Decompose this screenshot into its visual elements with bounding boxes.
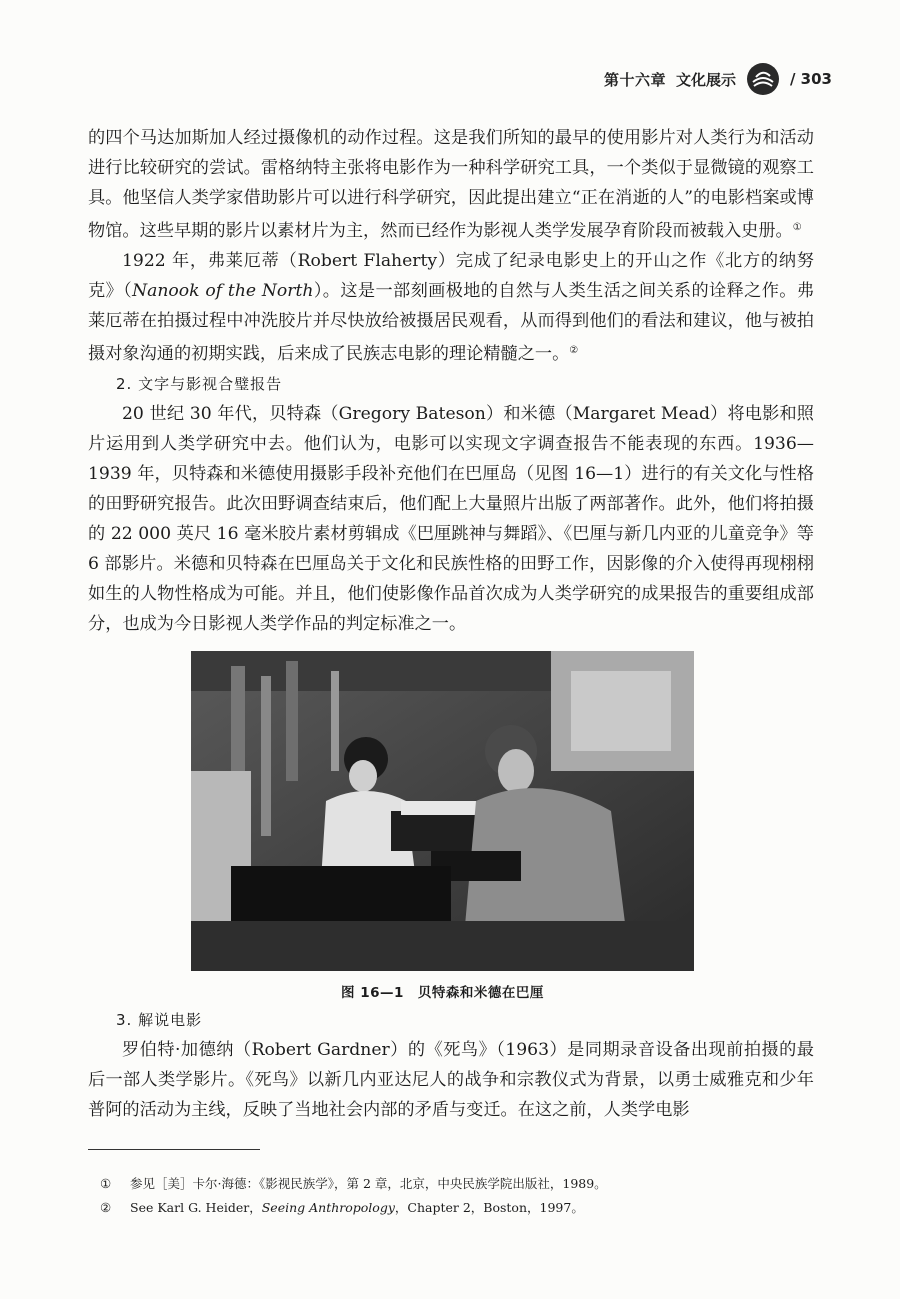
footnote-1-text: 参见［美］卡尔·海德：《影视民族学》，第 2 章，北京，中央民族学院出版社，1989。 bbox=[130, 1176, 607, 1191]
photo-bateson-mead bbox=[191, 651, 694, 971]
page-number: / 303 bbox=[789, 70, 832, 88]
main-text bbox=[88, 123, 814, 1125]
chapter-label: 第十六章 bbox=[603, 70, 666, 89]
paragraph-2-text-b: ）。这是一部刻画极地的自然与人类生活之间关系的诠释之作。弗莱厄蒂在拍摄过程中冲洗胶片并尽快放给被摄居民观看，从而得到他们的看法和建议，他与被拍摄对象沟通的初期实践，后来成了民族志电影的理论精髓之一。 bbox=[88, 281, 815, 364]
running-header bbox=[604, 62, 832, 96]
footnote-2-text-b: ，Chapter 2，Boston，1997。 bbox=[394, 1200, 584, 1215]
footnote-ref-2: ② bbox=[569, 345, 579, 356]
paragraph-1-text: 的四个马达加斯加人经过摄像机的动作过程。这是我们所知的最早的使用影片对人类行为和活动进行比较研究的尝试。雷格纳特主张将电影作为一种科学研究工具，一个类似于显微镜的观察工具。他坚信人类学家借助影片可以进行科学研究，因此提出建立“正在消逝的人”的电影档案或博物馆。这些早期的影片以素材片为主，然而已经作为影视人类学发展孕育阶段而被载入史册。 bbox=[88, 128, 814, 241]
footnote-2-text-a: See Karl G. Heider， bbox=[130, 1200, 262, 1215]
figure-caption: 图 16—1 贝特森和米德在巴厘 bbox=[341, 985, 544, 1001]
paragraph-2 bbox=[88, 246, 814, 369]
paragraph-3: 20 世纪 30 年代，贝特森（Gregory Bateson）和米德（Margaret Mead）将电影和照片运用到人类学研究中去。他们认为，电影可以实现文字调查报告不能表现的东西。1936—1939 年，贝特森和米德使用摄影手段补充他们在巴厘岛（见图 16—1）进行的有关文化与性格的田野研究报告。此次田野调查结束后，他们配上大量照片出版了两部著作。此外，他们将拍摄的 22 000 英尺 16 毫米胶片素材剪辑成《巴厘跳神与舞蹈》、《巴厘与新几内亚的儿童竞争》等 6 部影片。米德和贝特森在巴厘岛关于文化和民族性格的田野工作，因影像的介入使得再现栩栩如生的人物性格成为可能。并且，他们使影像作品首次成为人类学研究的成果报告的重要组成部分，也成为今日影视人类学作品的判定标准之一。 bbox=[88, 404, 814, 634]
paragraph-4: 罗伯特·加德纳（Robert Gardner）的《死鸟》（1963）是同期录音设备出现前拍摄的最后一部人类学影片。《死鸟》以新几内亚达尼人的战争和宗教仪式为背景，以勇士威雅克和少年普阿的活动为主线，反映了当地社会内部的矛盾与变迁。在这之前，人类学电影 bbox=[88, 1040, 814, 1120]
subheading-3: 3. 解说电影 bbox=[116, 1011, 203, 1029]
paragraph-1 bbox=[88, 123, 814, 246]
footnote-2-mark: ② bbox=[100, 1200, 112, 1215]
footnote-2-text bbox=[130, 1196, 584, 1220]
footnote-divider bbox=[88, 1149, 260, 1150]
footnote-2 bbox=[100, 1196, 820, 1220]
footnote-ref-1: ① bbox=[792, 222, 802, 233]
chapter-emblem-icon bbox=[746, 62, 780, 96]
film-title-italic: Nanook of the North bbox=[132, 281, 314, 301]
footnote-1 bbox=[100, 1172, 820, 1196]
subheading-2: 2. 文字与影视合璧报告 bbox=[116, 375, 283, 393]
footnote-2-book-title: Seeing Anthropology bbox=[261, 1200, 395, 1215]
footnotes bbox=[100, 1172, 820, 1220]
paragraph-2-text-a: 1922 年，弗莱厄蒂（Robert Flaherty）完成了纪录电影史上的开山之作《北方的纳努克》（ bbox=[88, 251, 814, 301]
section-title: 文化展示 bbox=[675, 70, 736, 89]
footnote-1-mark: ① bbox=[100, 1176, 112, 1191]
figure-16-1 bbox=[191, 651, 694, 1001]
